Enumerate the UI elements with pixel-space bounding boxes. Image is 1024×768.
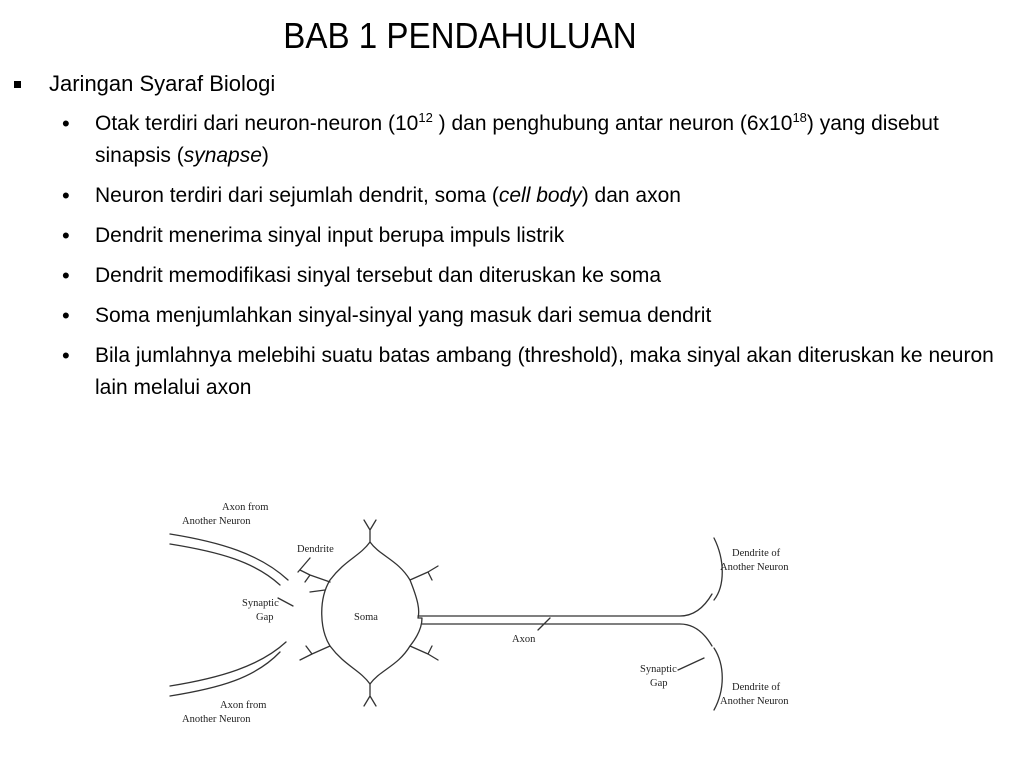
bullet-item: • Dendrit menerima sinyal input berupa impuls listrik bbox=[95, 220, 1000, 252]
label-dendrite: Dendrite bbox=[297, 544, 334, 555]
superscript: 12 bbox=[418, 110, 433, 125]
label-synaptic-gap-right-1: Synaptic bbox=[640, 664, 677, 675]
label-axon-bottom-1: Axon from bbox=[220, 700, 267, 711]
label-axon-top-2: Another Neuron bbox=[182, 516, 251, 527]
bullet-text: ) dan penghubung antar neuron (6x10 bbox=[432, 112, 793, 135]
italic-term: synapse bbox=[183, 144, 262, 167]
slide-title: BAB 1 PENDAHULUAN bbox=[283, 15, 637, 56]
italic-term: cell body bbox=[498, 184, 582, 207]
section-heading-text: Jaringan Syaraf Biologi bbox=[49, 71, 276, 96]
bullet-text: ) bbox=[261, 144, 269, 167]
square-bullet-icon bbox=[14, 81, 21, 88]
bullet-list bbox=[95, 108, 1000, 412]
incoming-axon-bottom bbox=[170, 642, 286, 696]
label-axon-bottom-2: Another Neuron bbox=[182, 714, 251, 725]
incoming-axon-top bbox=[170, 534, 288, 585]
label-synaptic-gap-left-1: Synaptic bbox=[242, 598, 279, 609]
label-dendrite-of-top-1: Dendrite of bbox=[732, 548, 781, 559]
bullet-text: ) yang disebut sinapsis ( bbox=[95, 112, 939, 167]
bullet-item: • Dendrit memodifikasi sinyal tersebut dan diteruskan ke soma bbox=[95, 260, 1000, 292]
label-synaptic-gap-left-2: Gap bbox=[256, 612, 274, 623]
label-dendrite-of-top-2: Another Neuron bbox=[720, 562, 789, 573]
section-heading bbox=[12, 70, 275, 98]
bullet-item bbox=[95, 180, 1000, 212]
superscript: 18 bbox=[792, 110, 807, 125]
pointer-lines bbox=[278, 558, 704, 670]
bullet-text: Otak terdiri dari neuron-neuron (10 bbox=[95, 112, 419, 135]
bullet-item: • Soma menjumlahkan sinyal-sinyal yang masuk dari semua dendrit bbox=[95, 300, 1000, 332]
label-dendrite-of-bottom-1: Dendrite of bbox=[732, 682, 781, 693]
bullet-item: • Bila jumlahnya melebihi suatu batas ambang (threshold), maka sinyal akan diteruskan ke neuron lain melalui axon bbox=[95, 340, 1000, 404]
bullet-text: ) dan axon bbox=[581, 184, 681, 207]
label-soma: Soma bbox=[354, 612, 378, 623]
label-axon: Axon bbox=[512, 634, 536, 645]
label-synaptic-gap-right-2: Gap bbox=[650, 678, 668, 689]
axon-shaft bbox=[418, 594, 712, 646]
neuron-diagram bbox=[160, 490, 840, 740]
label-axon-top-1: Axon from bbox=[222, 502, 269, 513]
bullet-text: Neuron terdiri dari sejumlah dendrit, soma ( bbox=[95, 184, 499, 207]
bullet-item bbox=[95, 108, 1000, 172]
label-dendrite-of-bottom-2: Another Neuron bbox=[720, 696, 789, 707]
